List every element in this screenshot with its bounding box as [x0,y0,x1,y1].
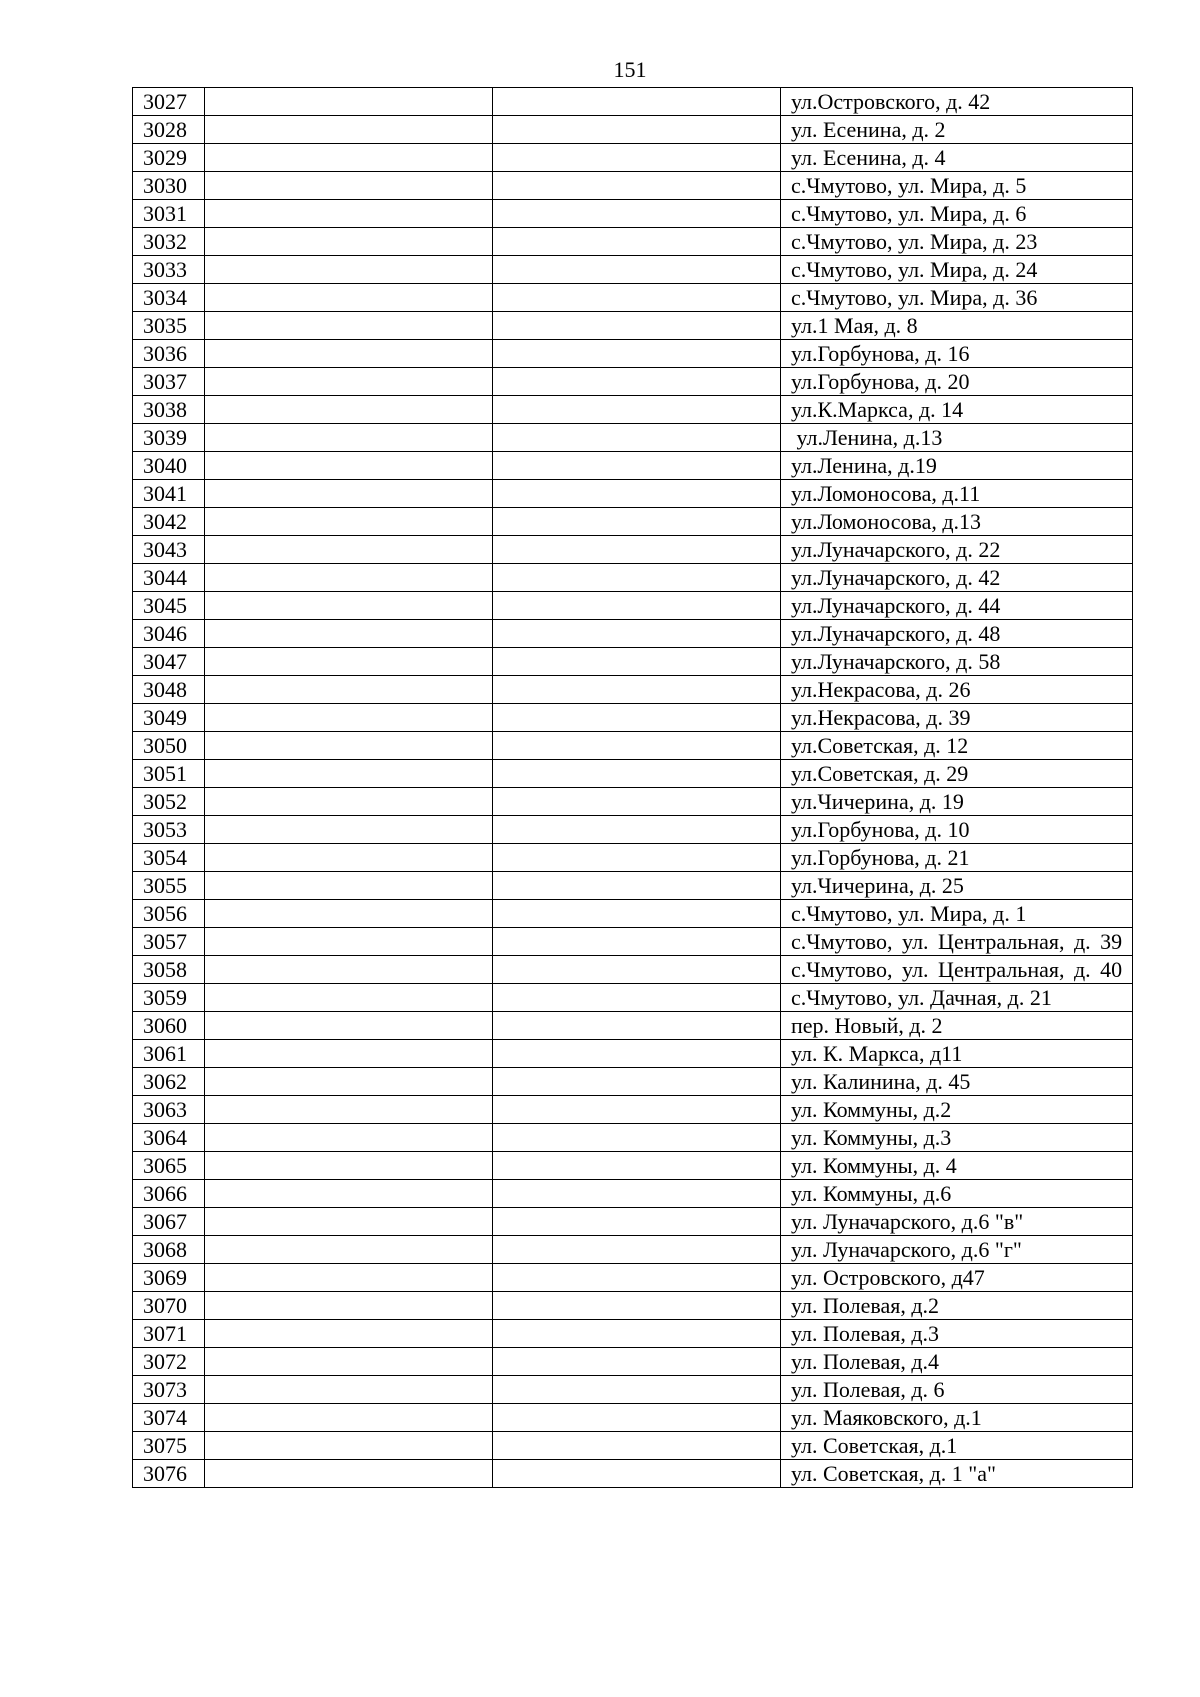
address-cell: ул. К. Маркса, д11 [781,1040,1133,1068]
empty-cell [205,900,493,928]
address-cell: ул.Горбунова, д. 16 [781,340,1133,368]
empty-cell [205,760,493,788]
empty-cell [205,1152,493,1180]
table-row [133,1432,1133,1460]
row-number-cell: 3051 [133,760,205,788]
empty-cell [493,1040,781,1068]
table-row [133,452,1133,480]
empty-cell [205,172,493,200]
row-number-cell: 3066 [133,1180,205,1208]
empty-cell [205,368,493,396]
address-cell: ул.Горбунова, д. 20 [781,368,1133,396]
row-number-cell: 3075 [133,1432,205,1460]
table-row [133,816,1133,844]
empty-cell [493,256,781,284]
empty-cell [205,1376,493,1404]
row-number-cell: 3038 [133,396,205,424]
empty-cell [205,872,493,900]
empty-cell [205,1404,493,1432]
address-cell: ул.Некрасова, д. 26 [781,676,1133,704]
table-row [133,424,1133,452]
row-number-cell: 3059 [133,984,205,1012]
table-row [133,200,1133,228]
address-cell: ул. Полевая, д.2 [781,1292,1133,1320]
empty-cell [493,1124,781,1152]
address-cell: ул.Ломоносова, д.13 [781,508,1133,536]
row-number-cell: 3053 [133,816,205,844]
empty-cell [205,200,493,228]
empty-cell [493,508,781,536]
row-number-cell: 3029 [133,144,205,172]
empty-cell [205,536,493,564]
address-cell: ул.Ленина, д.13 [781,424,1133,452]
address-cell: ул. Коммуны, д.3 [781,1124,1133,1152]
address-cell: ул. Луначарского, д.6 "г" [781,1236,1133,1264]
table-row [133,284,1133,312]
address-cell: ул. Полевая, д. 6 [781,1376,1133,1404]
empty-cell [205,732,493,760]
table-row [133,984,1133,1012]
empty-cell [493,1264,781,1292]
empty-cell [493,1292,781,1320]
table-row [133,760,1133,788]
table-row [133,900,1133,928]
row-number-cell: 3048 [133,676,205,704]
row-number-cell: 3065 [133,1152,205,1180]
address-cell: ул. Есенина, д. 4 [781,144,1133,172]
row-number-cell: 3030 [133,172,205,200]
table-row [133,844,1133,872]
empty-cell [205,676,493,704]
address-cell: ул. Калинина, д. 45 [781,1068,1133,1096]
row-number-cell: 3040 [133,452,205,480]
row-number-cell: 3035 [133,312,205,340]
empty-cell [205,144,493,172]
table-row [133,872,1133,900]
table-row [133,368,1133,396]
table-row [133,340,1133,368]
empty-cell [493,1460,781,1488]
empty-cell [205,1292,493,1320]
empty-cell [205,284,493,312]
empty-cell [493,480,781,508]
table-row [133,508,1133,536]
row-number-cell: 3076 [133,1460,205,1488]
empty-cell [493,536,781,564]
table-row [133,1012,1133,1040]
table-row [133,172,1133,200]
empty-cell [493,144,781,172]
row-number-cell: 3073 [133,1376,205,1404]
empty-cell [493,704,781,732]
table-row [133,956,1133,984]
table-row [133,1292,1133,1320]
table-row [133,928,1133,956]
empty-cell [493,844,781,872]
table-row [133,648,1133,676]
address-cell: ул.Советская, д. 29 [781,760,1133,788]
table-row [133,1264,1133,1292]
empty-cell [493,564,781,592]
table-row [133,732,1133,760]
empty-cell [205,1208,493,1236]
row-number-cell: 3074 [133,1404,205,1432]
address-cell: ул.Луначарского, д. 48 [781,620,1133,648]
empty-cell [205,592,493,620]
table-row [133,116,1133,144]
row-number-cell: 3032 [133,228,205,256]
empty-cell [493,116,781,144]
row-number-cell: 3037 [133,368,205,396]
address-table-body [133,88,1133,1488]
empty-cell [205,116,493,144]
empty-cell [205,788,493,816]
empty-cell [493,340,781,368]
row-number-cell: 3043 [133,536,205,564]
table-row [133,592,1133,620]
row-number-cell: 3063 [133,1096,205,1124]
row-number-cell: 3050 [133,732,205,760]
row-number-cell: 3045 [133,592,205,620]
empty-cell [205,1348,493,1376]
empty-cell [205,228,493,256]
address-cell: с.Чмутово, ул. Мира, д. 5 [781,172,1133,200]
empty-cell [205,1236,493,1264]
empty-cell [205,1096,493,1124]
address-cell: ул.Островского, д. 42 [781,88,1133,116]
address-cell: ул.Некрасова, д. 39 [781,704,1133,732]
empty-cell [493,956,781,984]
table-row [133,1320,1133,1348]
address-cell: ул. Луначарского, д.6 "в" [781,1208,1133,1236]
address-cell: ул.Советская, д. 12 [781,732,1133,760]
empty-cell [493,1068,781,1096]
row-number-cell: 3067 [133,1208,205,1236]
empty-cell [205,88,493,116]
empty-cell [205,984,493,1012]
empty-cell [493,984,781,1012]
empty-cell [205,256,493,284]
address-cell: пер. Новый, д. 2 [781,1012,1133,1040]
address-cell: ул.Чичерина, д. 25 [781,872,1133,900]
empty-cell [205,452,493,480]
row-number-cell: 3055 [133,872,205,900]
table-row [133,1376,1133,1404]
empty-cell [205,564,493,592]
address-cell: ул.Ленина, д.19 [781,452,1133,480]
empty-cell [493,1236,781,1264]
row-number-cell: 3072 [133,1348,205,1376]
row-number-cell: 3068 [133,1236,205,1264]
address-cell: ул. Коммуны, д. 4 [781,1152,1133,1180]
empty-cell [205,1432,493,1460]
address-cell: с.Чмутово, ул. Мира, д. 6 [781,200,1133,228]
address-cell: ул.Луначарского, д. 22 [781,536,1133,564]
address-cell: с.Чмутово, ул. Дачная, д. 21 [781,984,1133,1012]
empty-cell [205,1012,493,1040]
empty-cell [493,228,781,256]
empty-cell [493,872,781,900]
address-cell: ул. Полевая, д.3 [781,1320,1133,1348]
empty-cell [205,508,493,536]
address-cell: ул. Маяковского, д.1 [781,1404,1133,1432]
empty-cell [493,1012,781,1040]
address-cell: ул. Полевая, д.4 [781,1348,1133,1376]
row-number-cell: 3034 [133,284,205,312]
empty-cell [493,396,781,424]
empty-cell [205,928,493,956]
empty-cell [205,312,493,340]
empty-cell [205,1460,493,1488]
row-number-cell: 3062 [133,1068,205,1096]
empty-cell [493,816,781,844]
address-cell: с.Чмутово, ул. Центральная, д. 39 [781,928,1133,956]
table-row [133,88,1133,116]
address-cell: ул.К.Маркса, д. 14 [781,396,1133,424]
empty-cell [205,1264,493,1292]
address-cell: ул. Советская, д.1 [781,1432,1133,1460]
row-number-cell: 3027 [133,88,205,116]
empty-cell [493,88,781,116]
row-number-cell: 3058 [133,956,205,984]
address-cell: ул. Коммуны, д.2 [781,1096,1133,1124]
address-cell: с.Чмутово, ул. Мира, д. 23 [781,228,1133,256]
row-number-cell: 3056 [133,900,205,928]
table-row [133,1040,1133,1068]
empty-cell [493,172,781,200]
address-cell: ул. Есенина, д. 2 [781,116,1133,144]
empty-cell [205,480,493,508]
empty-cell [493,620,781,648]
empty-cell [493,1376,781,1404]
table-row [133,1404,1133,1432]
empty-cell [493,312,781,340]
row-number-cell: 3052 [133,788,205,816]
table-row [133,1068,1133,1096]
empty-cell [205,704,493,732]
empty-cell [493,1432,781,1460]
table-row [133,1348,1133,1376]
table-row [133,1180,1133,1208]
empty-cell [205,844,493,872]
table-row [133,704,1133,732]
table-row [133,228,1133,256]
table-row [133,480,1133,508]
table-row [133,1460,1133,1488]
empty-cell [493,900,781,928]
table-row [133,256,1133,284]
row-number-cell: 3046 [133,620,205,648]
empty-cell [493,452,781,480]
page-number: 151 [613,57,647,82]
address-cell: с.Чмутово, ул. Центральная, д. 40 [781,956,1133,984]
address-cell: с.Чмутово, ул. Мира, д. 24 [781,256,1133,284]
empty-cell [493,788,781,816]
empty-cell [493,1320,781,1348]
table-row [133,396,1133,424]
row-number-cell: 3028 [133,116,205,144]
table-row [133,676,1133,704]
empty-cell [205,1124,493,1152]
address-cell: ул. Коммуны, д.6 [781,1180,1133,1208]
table-row [133,144,1133,172]
row-number-cell: 3054 [133,844,205,872]
empty-cell [205,396,493,424]
empty-cell [493,592,781,620]
address-cell: ул.Чичерина, д. 19 [781,788,1133,816]
empty-cell [205,1320,493,1348]
empty-cell [493,1208,781,1236]
row-number-cell: 3041 [133,480,205,508]
address-cell: ул.Луначарского, д. 58 [781,648,1133,676]
table-row [133,1236,1133,1264]
row-number-cell: 3036 [133,340,205,368]
empty-cell [205,816,493,844]
empty-cell [493,676,781,704]
address-cell: ул.Ломоносова, д.11 [781,480,1133,508]
empty-cell [205,1180,493,1208]
empty-cell [493,200,781,228]
address-table [132,87,1133,1488]
empty-cell [205,1040,493,1068]
empty-cell [493,732,781,760]
empty-cell [205,424,493,452]
row-number-cell: 3071 [133,1320,205,1348]
empty-cell [493,284,781,312]
empty-cell [205,648,493,676]
row-number-cell: 3042 [133,508,205,536]
empty-cell [493,928,781,956]
row-number-cell: 3060 [133,1012,205,1040]
row-number-cell: 3069 [133,1264,205,1292]
row-number-cell: 3033 [133,256,205,284]
row-number-cell: 3049 [133,704,205,732]
empty-cell [493,648,781,676]
empty-cell [493,1348,781,1376]
empty-cell [493,1180,781,1208]
empty-cell [205,340,493,368]
row-number-cell: 3031 [133,200,205,228]
table-row [133,1096,1133,1124]
address-cell: ул.Луначарского, д. 42 [781,564,1133,592]
address-cell: ул. Островского, д47 [781,1264,1133,1292]
row-number-cell: 3047 [133,648,205,676]
empty-cell [205,620,493,648]
empty-cell [493,368,781,396]
row-number-cell: 3061 [133,1040,205,1068]
table-row [133,1124,1133,1152]
empty-cell [493,424,781,452]
address-cell: ул.Луначарского, д. 44 [781,592,1133,620]
address-cell: ул.1 Мая, д. 8 [781,312,1133,340]
table-row [133,312,1133,340]
address-cell: ул.Горбунова, д. 10 [781,816,1133,844]
row-number-cell: 3044 [133,564,205,592]
empty-cell [205,956,493,984]
address-cell: ул.Горбунова, д. 21 [781,844,1133,872]
empty-cell [205,1068,493,1096]
empty-cell [493,1152,781,1180]
row-number-cell: 3064 [133,1124,205,1152]
empty-cell [493,760,781,788]
table-row [133,1152,1133,1180]
address-cell: с.Чмутово, ул. Мира, д. 36 [781,284,1133,312]
table-row [133,564,1133,592]
address-cell: ул. Советская, д. 1 "а" [781,1460,1133,1488]
empty-cell [493,1404,781,1432]
row-number-cell: 3070 [133,1292,205,1320]
table-row [133,536,1133,564]
table-row [133,620,1133,648]
row-number-cell: 3039 [133,424,205,452]
table-row [133,1208,1133,1236]
empty-cell [493,1096,781,1124]
address-cell: с.Чмутово, ул. Мира, д. 1 [781,900,1133,928]
row-number-cell: 3057 [133,928,205,956]
table-row [133,788,1133,816]
